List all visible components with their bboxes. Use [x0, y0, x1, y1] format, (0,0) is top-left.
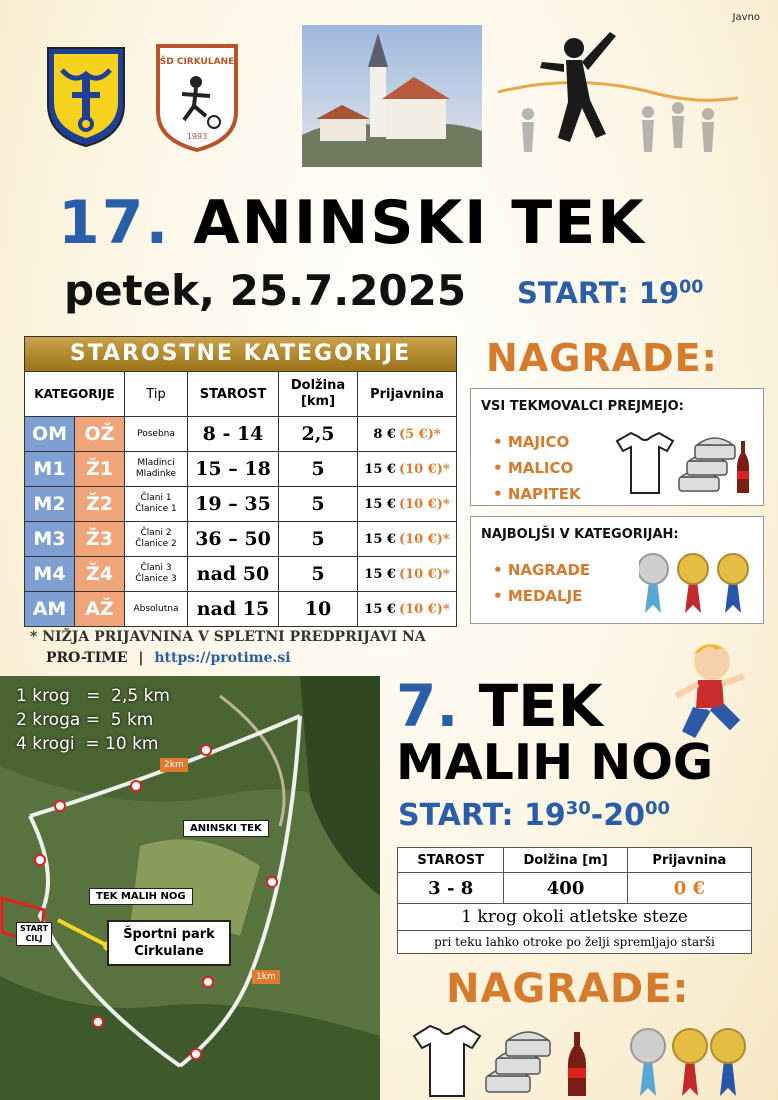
soda-bottle-icon — [737, 441, 749, 493]
category-distance: 5 — [278, 522, 357, 556]
prizes-all-title: VSI TEKMOVALCI PREJMEJO: — [481, 399, 684, 414]
category-male: AM — [25, 592, 74, 626]
medals-icon — [639, 547, 751, 617]
kids-table-row — [398, 872, 751, 903]
category-distance: 10 — [278, 592, 357, 626]
category-fee — [357, 592, 456, 626]
category-female: Ž3 — [74, 522, 124, 556]
category-row — [25, 451, 456, 486]
kids-header-starost: STAROST — [417, 852, 484, 868]
kids-prize-items-illustration — [410, 1024, 750, 1098]
categories-header-row — [25, 371, 456, 416]
category-type-1: Absolutna — [133, 603, 179, 614]
header-tip: Tip — [124, 372, 187, 416]
category-type-1: Mladinci — [137, 458, 175, 468]
kids-food-trays-icon — [486, 1032, 550, 1092]
kids-laps-text: 1 krog okoli atletske steze — [461, 907, 688, 927]
visibility-label: Javno — [732, 12, 760, 23]
header-dolzina — [278, 372, 357, 416]
header-starost: STAROST — [187, 372, 278, 416]
fee-discount: (10 €)* — [398, 601, 450, 617]
prizes-best-title: NAJBOLJŠI V KATEGORIJAH: — [481, 527, 679, 542]
kids-parents-text: pri teku lahko otroke po želji spremljajo starši — [434, 935, 715, 949]
prize-items-illustration — [613, 431, 753, 497]
category-female: Ž1 — [74, 452, 124, 486]
fee-discount: (5 €)* — [398, 426, 441, 442]
fee-regular: 15 € — [364, 496, 396, 512]
category-distance: 5 — [278, 487, 357, 521]
category-type — [124, 557, 187, 591]
category-male: M3 — [25, 522, 74, 556]
header-prijavnina: Prijavnina — [357, 372, 456, 416]
marker-2km: 2km — [160, 758, 188, 772]
category-fee — [357, 417, 456, 451]
park-pointer-arrow-icon — [56, 916, 112, 952]
prize-item: • MEDALJE — [493, 583, 590, 609]
kids-start-sup-2: 00 — [645, 798, 671, 819]
legend-line-2: 2 kroga = 5 km — [16, 710, 154, 730]
kids-header-prijavnina: Prijavnina — [627, 848, 751, 872]
category-fee — [357, 522, 456, 556]
fee-discount: (10 €)* — [398, 496, 450, 512]
church-photo — [302, 25, 482, 167]
category-row — [25, 486, 456, 521]
category-age: 15 – 18 — [187, 452, 278, 486]
prizes-all-box — [470, 388, 764, 506]
category-type-2: Mladinke — [135, 469, 177, 479]
kids-title-line-2: MALIH NOG — [396, 734, 714, 791]
legend-line-1: 1 krog = 2,5 km — [16, 686, 170, 706]
category-age: nad 50 — [187, 557, 278, 591]
category-type-1: Posebna — [137, 428, 175, 439]
start-minutes: 00 — [679, 277, 704, 298]
category-age: 19 – 35 — [187, 487, 278, 521]
category-female: Ž2 — [74, 487, 124, 521]
category-male: OM — [25, 417, 74, 451]
category-female: OŽ — [74, 417, 124, 451]
category-female: Ž4 — [74, 557, 124, 591]
kids-number: 7. — [396, 672, 459, 740]
map-legend — [16, 684, 170, 756]
label-aninski-tek: ANINSKI TEK — [183, 820, 269, 837]
category-type-2: Članice 2 — [135, 539, 177, 549]
category-type — [124, 592, 187, 626]
tshirt-icon — [617, 433, 673, 493]
prize-item: • MAJICO — [493, 429, 581, 455]
course-map — [0, 676, 380, 1100]
kids-start-sup-1: 30 — [565, 798, 591, 819]
prize-item: • NAGRADE — [493, 557, 590, 583]
categories-table — [24, 336, 457, 627]
kids-header-dolzina: Dolžina [m] — [503, 848, 626, 872]
kids-value-starost: 3 - 8 — [428, 877, 474, 899]
category-type — [124, 487, 187, 521]
category-type-1: Člani 1 — [140, 493, 172, 503]
kids-value-dolzina: 400 — [503, 873, 626, 903]
header-kategorije: KATEGORIJE — [34, 387, 115, 401]
running-kid-illustration — [656, 638, 756, 738]
header-dolzina-2: [km] — [300, 394, 336, 409]
category-type — [124, 522, 187, 556]
category-fee — [357, 487, 456, 521]
club-name: ŠD CIRKULANE — [159, 57, 235, 67]
registration-link-line — [46, 650, 291, 666]
discount-note: * NIŽJA PRIJAVNINA V SPLETNI PREDPRIJAVI NA — [30, 629, 426, 645]
fee-regular: 15 € — [364, 531, 396, 547]
protime-name: PRO-TIME — [46, 650, 128, 666]
category-type-1: Člani 3 — [140, 563, 172, 573]
club-year: 1993 — [186, 132, 208, 141]
category-row — [25, 521, 456, 556]
start-label-text: START — [20, 924, 49, 933]
main-start-time — [517, 276, 703, 310]
kids-start-time — [398, 798, 670, 833]
separator: | — [138, 650, 144, 666]
prize-item: • NAPITEK — [493, 481, 581, 507]
prize-item: • MALICO — [493, 455, 581, 481]
label-tek-malih-nog: TEK MALIH NOG — [89, 888, 193, 905]
category-row — [25, 416, 456, 451]
legend-line-3: 4 krogi = 10 km — [16, 734, 159, 754]
kids-title-line-1: TEK — [478, 672, 603, 740]
category-distance: 2,5 — [278, 417, 357, 451]
fee-regular: 15 € — [364, 461, 396, 477]
fee-discount: (10 €)* — [398, 531, 450, 547]
categories-title: STAROSTNE KATEGORIJE — [25, 337, 456, 371]
kids-race-title — [396, 672, 603, 740]
category-fee — [357, 557, 456, 591]
category-age: 36 – 50 — [187, 522, 278, 556]
kids-soda-bottle-icon — [568, 1032, 586, 1096]
kids-table-header — [398, 848, 751, 872]
event-title — [58, 188, 646, 258]
start-label: START: 19 — [517, 276, 680, 310]
event-name: ANINSKI TEK — [193, 188, 646, 258]
fee-regular: 8 € — [373, 426, 396, 442]
protime-link[interactable]: https://protime.si — [154, 650, 291, 666]
kids-value-prijavnina: 0 € — [627, 873, 751, 903]
category-female: AŽ — [74, 592, 124, 626]
kids-start-label: START: 19 — [398, 798, 566, 833]
club-badge-icon — [154, 42, 240, 152]
category-type-2: Članice 1 — [135, 504, 177, 514]
event-number: 17. — [58, 188, 171, 258]
marker-1km: 1km — [252, 970, 280, 984]
category-age: nad 15 — [187, 592, 278, 626]
category-male: M2 — [25, 487, 74, 521]
sports-park-label — [107, 920, 231, 966]
category-type-2: Članice 3 — [135, 574, 177, 584]
prizes-title: NAGRADE: — [486, 336, 718, 380]
park-label-line-2: Cirkulane — [134, 944, 204, 959]
fee-discount: (10 €)* — [398, 566, 450, 582]
category-male: M4 — [25, 557, 74, 591]
category-age: 8 - 14 — [187, 417, 278, 451]
header-dolzina-1: Dolžina — [290, 378, 346, 393]
prizes-best-box — [470, 516, 764, 624]
food-trays-icon — [679, 438, 735, 491]
kids-laps-row — [398, 903, 751, 930]
fee-discount: (10 €)* — [398, 461, 450, 477]
event-date: petek, 25.7.2025 — [64, 266, 467, 315]
park-label-line-1: Športni park — [123, 927, 215, 942]
category-fee — [357, 452, 456, 486]
finish-label-text: CILJ — [25, 934, 43, 943]
kids-start-mid: -20 — [590, 798, 645, 833]
runners-illustration — [498, 22, 738, 182]
fee-regular: 15 € — [364, 601, 396, 617]
category-row — [25, 591, 456, 626]
municipal-crest-icon — [44, 44, 128, 148]
category-row — [25, 556, 456, 591]
start-finish-label — [16, 922, 52, 946]
category-distance: 5 — [278, 557, 357, 591]
category-male: M1 — [25, 452, 74, 486]
category-type — [124, 452, 187, 486]
kids-prizes-title: NAGRADE: — [446, 966, 690, 1012]
kids-medals-icon — [631, 1029, 745, 1096]
category-type — [124, 417, 187, 451]
category-type-1: Člani 2 — [140, 528, 172, 538]
kids-parents-row — [398, 930, 751, 953]
fee-regular: 15 € — [364, 566, 396, 582]
kids-table — [397, 847, 752, 954]
kids-tshirt-icon — [414, 1026, 480, 1096]
category-distance: 5 — [278, 452, 357, 486]
